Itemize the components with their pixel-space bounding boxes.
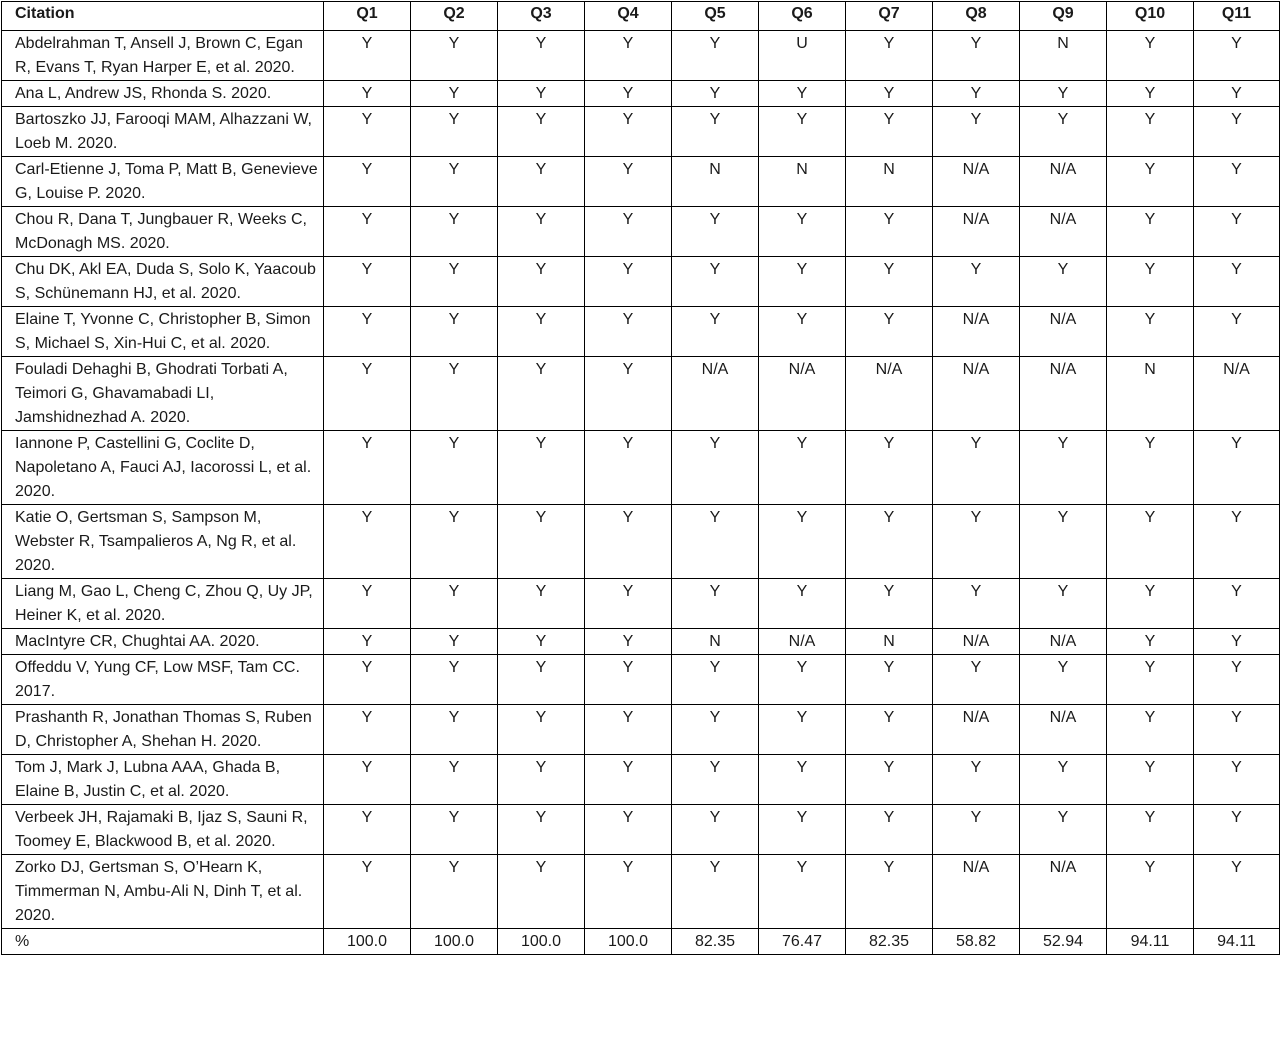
header-q1: Q1 xyxy=(324,2,411,31)
answer-cell-q1: Y xyxy=(324,629,411,655)
answer-cell-q1: Y xyxy=(324,505,411,579)
header-row xyxy=(2,2,1280,31)
header-q7: Q7 xyxy=(846,2,933,31)
answer-cell-q3: Y xyxy=(498,257,585,307)
answer-cell-q4: Y xyxy=(585,357,672,431)
citation-cell: Bartoszko JJ, Farooqi MAM, Alhazzani W, Loeb M. 2020. xyxy=(2,107,324,157)
answer-cell-q9: Y xyxy=(1020,505,1107,579)
answer-cell-q8: Y xyxy=(933,655,1020,705)
answer-cell-q4: Y xyxy=(585,505,672,579)
answer-cell-q9: Y xyxy=(1020,655,1107,705)
answer-cell-q7: N/A xyxy=(846,357,933,431)
answer-cell-q3: Y xyxy=(498,307,585,357)
answer-cell-q2: Y xyxy=(411,31,498,81)
answer-cell-q4: Y xyxy=(585,755,672,805)
answer-cell-q7: Y xyxy=(846,107,933,157)
table-row xyxy=(2,655,1280,705)
answer-cell-q5: N xyxy=(672,157,759,207)
answer-cell-q1: Y xyxy=(324,257,411,307)
answer-cell-q1: Y xyxy=(324,81,411,107)
table-body xyxy=(2,31,1280,929)
percentage-row xyxy=(2,929,1280,955)
answer-cell-q10: Y xyxy=(1107,579,1194,629)
answer-cell-q4: Y xyxy=(585,31,672,81)
table-row xyxy=(2,629,1280,655)
answer-cell-q7: Y xyxy=(846,755,933,805)
answer-cell-q9: Y xyxy=(1020,257,1107,307)
answer-cell-q9: Y xyxy=(1020,579,1107,629)
table-row xyxy=(2,31,1280,81)
answer-cell-q1: Y xyxy=(324,307,411,357)
answer-cell-q7: Y xyxy=(846,431,933,505)
answer-cell-q8: Y xyxy=(933,31,1020,81)
answer-cell-q4: Y xyxy=(585,629,672,655)
header-q4: Q4 xyxy=(585,2,672,31)
table-row xyxy=(2,357,1280,431)
answer-cell-q4: Y xyxy=(585,157,672,207)
answer-cell-q8: Y xyxy=(933,257,1020,307)
header-q6: Q6 xyxy=(759,2,846,31)
answer-cell-q11: Y xyxy=(1194,81,1280,107)
answer-cell-q10: Y xyxy=(1107,81,1194,107)
answer-cell-q1: Y xyxy=(324,655,411,705)
answer-cell-q4: Y xyxy=(585,307,672,357)
answer-cell-q7: Y xyxy=(846,307,933,357)
answer-cell-q4: Y xyxy=(585,655,672,705)
header-q9: Q9 xyxy=(1020,2,1107,31)
answer-cell-q9: N/A xyxy=(1020,207,1107,257)
answer-cell-q11: Y xyxy=(1194,579,1280,629)
answer-cell-q6: Y xyxy=(759,257,846,307)
table-row xyxy=(2,81,1280,107)
answer-cell-q9: N/A xyxy=(1020,307,1107,357)
answer-cell-q7: Y xyxy=(846,207,933,257)
answer-cell-q9: Y xyxy=(1020,81,1107,107)
answer-cell-q2: Y xyxy=(411,655,498,705)
answer-cell-q4: Y xyxy=(585,257,672,307)
answer-cell-q6: Y xyxy=(759,579,846,629)
answer-cell-q9: Y xyxy=(1020,755,1107,805)
answer-cell-q5: Y xyxy=(672,107,759,157)
citation-cell: Prashanth R, Jonathan Thomas S, Ruben D, Christopher A, Shehan H. 2020. xyxy=(2,705,324,755)
citation-cell: Elaine T, Yvonne C, Christopher B, Simon S, Michael S, Xin-Hui C, et al. 2020. xyxy=(2,307,324,357)
answer-cell-q5: Y xyxy=(672,307,759,357)
citation-cell: Verbeek JH, Rajamaki B, Ijaz S, Sauni R, Toomey E, Blackwood B, et al. 2020. xyxy=(2,805,324,855)
answer-cell-q4: Y xyxy=(585,579,672,629)
answer-cell-q10: Y xyxy=(1107,431,1194,505)
citation-cell: Tom J, Mark J, Lubna AAA, Ghada B, Elaine B, Justin C, et al. 2020. xyxy=(2,755,324,805)
answer-cell-q8: N/A xyxy=(933,207,1020,257)
answer-cell-q1: Y xyxy=(324,157,411,207)
answer-cell-q6: Y xyxy=(759,855,846,929)
citation-cell: Fouladi Dehaghi B, Ghodrati Torbati A, Teimori G, Ghavamabadi LI, Jamshidnezhad A. 2020. xyxy=(2,357,324,431)
citation-cell: Ana L, Andrew JS, Rhonda S. 2020. xyxy=(2,81,324,107)
answer-cell-q2: Y xyxy=(411,307,498,357)
answer-cell-q5: Y xyxy=(672,705,759,755)
answer-cell-q10: Y xyxy=(1107,755,1194,805)
answer-cell-q7: Y xyxy=(846,705,933,755)
answer-cell-q5: Y xyxy=(672,81,759,107)
header-q11: Q11 xyxy=(1194,2,1280,31)
answer-cell-q3: Y xyxy=(498,805,585,855)
answer-cell-q10: Y xyxy=(1107,307,1194,357)
answer-cell-q4: Y xyxy=(585,107,672,157)
answer-cell-q10: Y xyxy=(1107,705,1194,755)
answer-cell-q3: Y xyxy=(498,755,585,805)
citation-cell: Abdelrahman T, Ansell J, Brown C, Egan R, Evans T, Ryan Harper E, et al. 2020. xyxy=(2,31,324,81)
footer-value: 94.11 xyxy=(1194,929,1280,955)
answer-cell-q1: Y xyxy=(324,855,411,929)
citation-cell: Liang M, Gao L, Cheng C, Zhou Q, Uy JP, Heiner K, et al. 2020. xyxy=(2,579,324,629)
answer-cell-q5: Y xyxy=(672,855,759,929)
table-row xyxy=(2,505,1280,579)
answer-cell-q1: Y xyxy=(324,431,411,505)
answer-cell-q2: Y xyxy=(411,431,498,505)
answer-cell-q7: N xyxy=(846,629,933,655)
answer-cell-q3: Y xyxy=(498,81,585,107)
citation-cell: Katie O, Gertsman S, Sampson M, Webster R, Tsampalieros A, Ng R, et al. 2020. xyxy=(2,505,324,579)
answer-cell-q9: N/A xyxy=(1020,855,1107,929)
answer-cell-q5: Y xyxy=(672,755,759,805)
answer-cell-q1: Y xyxy=(324,107,411,157)
answer-cell-q7: Y xyxy=(846,805,933,855)
answer-cell-q10: Y xyxy=(1107,157,1194,207)
answer-cell-q3: Y xyxy=(498,705,585,755)
answer-cell-q11: Y xyxy=(1194,505,1280,579)
answer-cell-q5: Y xyxy=(672,207,759,257)
answer-cell-q1: Y xyxy=(324,31,411,81)
answer-cell-q6: Y xyxy=(759,655,846,705)
answer-cell-q2: Y xyxy=(411,705,498,755)
citation-cell: Zorko DJ, Gertsman S, O’Hearn K, Timmerman N, Ambu-Ali N, Dinh T, et al. 2020. xyxy=(2,855,324,929)
answer-cell-q7: Y xyxy=(846,505,933,579)
answer-cell-q10: Y xyxy=(1107,107,1194,157)
answer-cell-q6: Y xyxy=(759,505,846,579)
answer-cell-q8: N/A xyxy=(933,157,1020,207)
answer-cell-q10: Y xyxy=(1107,655,1194,705)
answer-cell-q6: Y xyxy=(759,705,846,755)
answer-cell-q9: N/A xyxy=(1020,629,1107,655)
answer-cell-q6: N/A xyxy=(759,629,846,655)
answer-cell-q2: Y xyxy=(411,855,498,929)
answer-cell-q11: Y xyxy=(1194,307,1280,357)
answer-cell-q6: N/A xyxy=(759,357,846,431)
answer-cell-q1: Y xyxy=(324,805,411,855)
answer-cell-q8: Y xyxy=(933,107,1020,157)
answer-cell-q5: Y xyxy=(672,805,759,855)
footer-value: 82.35 xyxy=(672,929,759,955)
header-q2: Q2 xyxy=(411,2,498,31)
answer-cell-q6: Y xyxy=(759,431,846,505)
footer-value: 100.0 xyxy=(324,929,411,955)
table-row xyxy=(2,157,1280,207)
answer-cell-q11: Y xyxy=(1194,207,1280,257)
answer-cell-q11: Y xyxy=(1194,855,1280,929)
answer-cell-q9: Y xyxy=(1020,431,1107,505)
answer-cell-q10: Y xyxy=(1107,31,1194,81)
header-citation: Citation xyxy=(2,2,324,31)
answer-cell-q2: Y xyxy=(411,357,498,431)
answer-cell-q4: Y xyxy=(585,431,672,505)
answer-cell-q8: Y xyxy=(933,579,1020,629)
answer-cell-q3: Y xyxy=(498,207,585,257)
answer-cell-q2: Y xyxy=(411,107,498,157)
table-row xyxy=(2,755,1280,805)
answer-cell-q6: Y xyxy=(759,107,846,157)
answer-cell-q11: N/A xyxy=(1194,357,1280,431)
answer-cell-q2: Y xyxy=(411,157,498,207)
answer-cell-q7: Y xyxy=(846,655,933,705)
table-row xyxy=(2,257,1280,307)
answer-cell-q1: Y xyxy=(324,755,411,805)
footer-value: 100.0 xyxy=(498,929,585,955)
answer-cell-q8: Y xyxy=(933,505,1020,579)
answer-cell-q9: Y xyxy=(1020,107,1107,157)
citation-cell: Offeddu V, Yung CF, Low MSF, Tam CC. 2017. xyxy=(2,655,324,705)
footer-value: 76.47 xyxy=(759,929,846,955)
answer-cell-q10: Y xyxy=(1107,805,1194,855)
answer-cell-q8: Y xyxy=(933,805,1020,855)
answer-cell-q6: Y xyxy=(759,755,846,805)
answer-cell-q5: Y xyxy=(672,31,759,81)
header-q10: Q10 xyxy=(1107,2,1194,31)
table-row xyxy=(2,855,1280,929)
answer-cell-q3: Y xyxy=(498,855,585,929)
footer-value: 52.94 xyxy=(1020,929,1107,955)
appraisal-table xyxy=(1,1,1280,955)
footer-value: 100.0 xyxy=(411,929,498,955)
answer-cell-q5: Y xyxy=(672,655,759,705)
answer-cell-q6: Y xyxy=(759,207,846,257)
answer-cell-q5: Y xyxy=(672,431,759,505)
footer-value: 82.35 xyxy=(846,929,933,955)
answer-cell-q10: Y xyxy=(1107,855,1194,929)
table-row xyxy=(2,805,1280,855)
footer-value: 100.0 xyxy=(585,929,672,955)
answer-cell-q9: Y xyxy=(1020,805,1107,855)
answer-cell-q11: Y xyxy=(1194,755,1280,805)
answer-cell-q2: Y xyxy=(411,579,498,629)
header-q5: Q5 xyxy=(672,2,759,31)
answer-cell-q8: Y xyxy=(933,755,1020,805)
answer-cell-q2: Y xyxy=(411,81,498,107)
answer-cell-q3: Y xyxy=(498,629,585,655)
answer-cell-q8: Y xyxy=(933,81,1020,107)
answer-cell-q2: Y xyxy=(411,755,498,805)
answer-cell-q7: Y xyxy=(846,855,933,929)
answer-cell-q4: Y xyxy=(585,705,672,755)
answer-cell-q7: Y xyxy=(846,81,933,107)
citation-cell: Chu DK, Akl EA, Duda S, Solo K, Yaacoub S, Schünemann HJ, et al. 2020. xyxy=(2,257,324,307)
answer-cell-q11: Y xyxy=(1194,107,1280,157)
header-q3: Q3 xyxy=(498,2,585,31)
footer-label: % xyxy=(2,929,324,955)
answer-cell-q2: Y xyxy=(411,629,498,655)
answer-cell-q3: Y xyxy=(498,431,585,505)
answer-cell-q11: Y xyxy=(1194,655,1280,705)
answer-cell-q6: Y xyxy=(759,805,846,855)
table-row xyxy=(2,107,1280,157)
answer-cell-q6: Y xyxy=(759,81,846,107)
answer-cell-q9: N xyxy=(1020,31,1107,81)
citation-cell: Iannone P, Castellini G, Coclite D, Napoletano A, Fauci AJ, Iacorossi L, et al. 2020. xyxy=(2,431,324,505)
citation-cell: Carl-Etienne J, Toma P, Matt B, Genevieve G, Louise P. 2020. xyxy=(2,157,324,207)
answer-cell-q5: Y xyxy=(672,505,759,579)
answer-cell-q6: U xyxy=(759,31,846,81)
answer-cell-q5: Y xyxy=(672,579,759,629)
answer-cell-q11: Y xyxy=(1194,705,1280,755)
answer-cell-q11: Y xyxy=(1194,431,1280,505)
answer-cell-q5: N/A xyxy=(672,357,759,431)
answer-cell-q3: Y xyxy=(498,357,585,431)
answer-cell-q2: Y xyxy=(411,207,498,257)
citation-cell: MacIntyre CR, Chughtai AA. 2020. xyxy=(2,629,324,655)
answer-cell-q5: Y xyxy=(672,257,759,307)
answer-cell-q9: N/A xyxy=(1020,157,1107,207)
answer-cell-q7: N xyxy=(846,157,933,207)
answer-cell-q3: Y xyxy=(498,31,585,81)
answer-cell-q3: Y xyxy=(498,579,585,629)
answer-cell-q2: Y xyxy=(411,505,498,579)
answer-cell-q8: N/A xyxy=(933,307,1020,357)
answer-cell-q9: N/A xyxy=(1020,705,1107,755)
answer-cell-q8: N/A xyxy=(933,357,1020,431)
answer-cell-q2: Y xyxy=(411,805,498,855)
answer-cell-q11: Y xyxy=(1194,257,1280,307)
answer-cell-q10: Y xyxy=(1107,629,1194,655)
answer-cell-q2: Y xyxy=(411,257,498,307)
citation-cell: Chou R, Dana T, Jungbauer R, Weeks C, McDonagh MS. 2020. xyxy=(2,207,324,257)
answer-cell-q1: Y xyxy=(324,207,411,257)
answer-cell-q10: Y xyxy=(1107,505,1194,579)
answer-cell-q3: Y xyxy=(498,107,585,157)
answer-cell-q3: Y xyxy=(498,157,585,207)
answer-cell-q3: Y xyxy=(498,655,585,705)
answer-cell-q8: N/A xyxy=(933,629,1020,655)
answer-cell-q11: Y xyxy=(1194,31,1280,81)
table-row xyxy=(2,705,1280,755)
answer-cell-q1: Y xyxy=(324,705,411,755)
answer-cell-q5: N xyxy=(672,629,759,655)
table-row xyxy=(2,431,1280,505)
answer-cell-q7: Y xyxy=(846,257,933,307)
answer-cell-q11: Y xyxy=(1194,157,1280,207)
table-row xyxy=(2,307,1280,357)
answer-cell-q1: Y xyxy=(324,579,411,629)
table-row xyxy=(2,207,1280,257)
answer-cell-q8: Y xyxy=(933,431,1020,505)
answer-cell-q8: N/A xyxy=(933,855,1020,929)
answer-cell-q4: Y xyxy=(585,207,672,257)
answer-cell-q9: N/A xyxy=(1020,357,1107,431)
answer-cell-q3: Y xyxy=(498,505,585,579)
footer-value: 58.82 xyxy=(933,929,1020,955)
answer-cell-q4: Y xyxy=(585,855,672,929)
answer-cell-q4: Y xyxy=(585,805,672,855)
answer-cell-q8: N/A xyxy=(933,705,1020,755)
answer-cell-q6: Y xyxy=(759,307,846,357)
answer-cell-q11: Y xyxy=(1194,805,1280,855)
answer-cell-q6: N xyxy=(759,157,846,207)
answer-cell-q11: Y xyxy=(1194,629,1280,655)
table-row xyxy=(2,579,1280,629)
answer-cell-q1: Y xyxy=(324,357,411,431)
footer-value: 94.11 xyxy=(1107,929,1194,955)
answer-cell-q10: Y xyxy=(1107,207,1194,257)
answer-cell-q10: Y xyxy=(1107,257,1194,307)
answer-cell-q10: N xyxy=(1107,357,1194,431)
answer-cell-q7: Y xyxy=(846,31,933,81)
header-q8: Q8 xyxy=(933,2,1020,31)
answer-cell-q7: Y xyxy=(846,579,933,629)
answer-cell-q4: Y xyxy=(585,81,672,107)
